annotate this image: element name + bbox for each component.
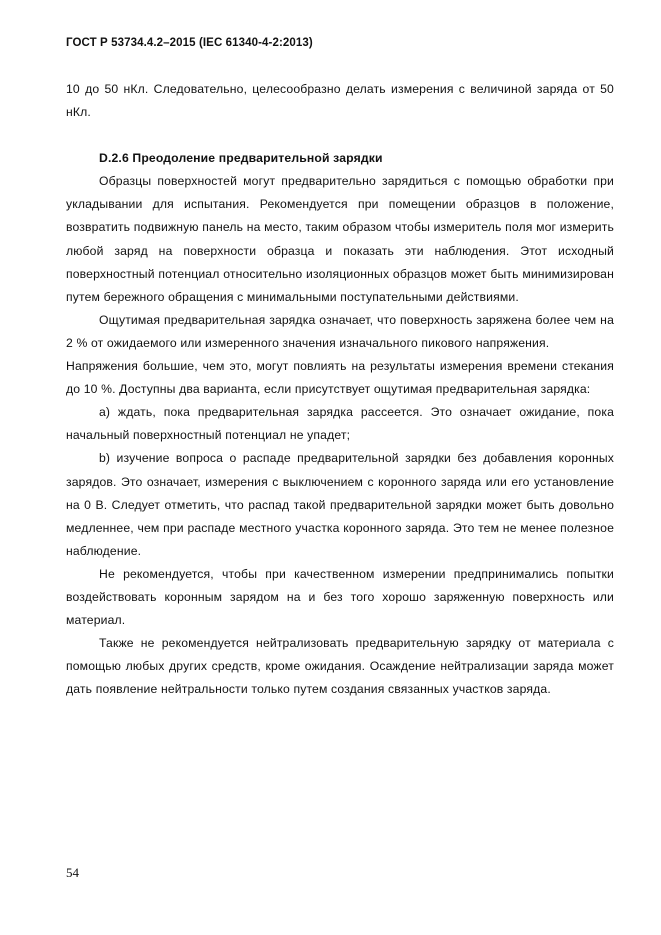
list-item-b: b) изучение вопроса о распаде предварительной зарядки без добавления коронных зарядов. Это означает, измерения с выключением с коронного заряда или его установление на 0 В. Следует отметить, что распад такой предварительной зарядки может быть довольно медленнее, чем при распаде местного участка коронного заряда. Это тем не менее полезное наблюдение. [66, 451, 614, 558]
paragraph-continuation: 10 до 50 нКл. Следовательно, целесообразно делать измерения с величиной заряда от 50 нКл. [66, 82, 614, 120]
paragraph: Образцы поверхностей могут предварительно зарядиться с помощью обработки при укладывании для испытания. Рекомендуется при помещении образцов в положение, возвратить подвижную панель на место, таким образом чтобы измеритель поля мог измерить любой заряд на поверхности образца и показать эти наблюдения. Этот исходный поверхностный потенциал относительно изоляционных образцов может быть минимизирован путем бережного обращения с минимальными поступательными действиями. [66, 174, 614, 304]
paragraph: Ощутимая предварительная зарядка означает, что поверхность заряжена более чем на 2 % от ожидаемого или измеренного значения изначального пикового напряжения. [66, 312, 614, 350]
document-header: ГОСТ Р 53734.4.2–2015 (IEC 61340-4-2:2013) [66, 37, 313, 49]
section-title: D.2.6 Преодоление предварительной зарядки [99, 151, 383, 166]
paragraph-gap [66, 124, 614, 147]
page-number: 54 [66, 865, 79, 880]
list-item-a: а) ждать, пока предварительная зарядка рассеется. Это означает ожидание, пока начальный поверхностный потенциал не упадет; [66, 405, 614, 443]
paragraph: Не рекомендуется, чтобы при качественном измерении предпринимались попытки воздействовать коронным зарядом на и без того хорошо заряженную поверхность или материал. [66, 566, 614, 628]
paragraph: Также не рекомендуется нейтрализовать предварительную зарядку от материала с помощью любых других средств, кроме ожидания. Осаждение нейтрализации заряда может дать появление нейтральности только путем создания связанных участков заряда. [66, 636, 614, 697]
paragraph: Напряжения большие, чем это, могут повлиять на результаты измерения времени стекания до 10 %. Доступны два варианта, если присутствует ощутимая предварительная зарядка: [66, 359, 614, 397]
document-body [66, 78, 614, 701]
